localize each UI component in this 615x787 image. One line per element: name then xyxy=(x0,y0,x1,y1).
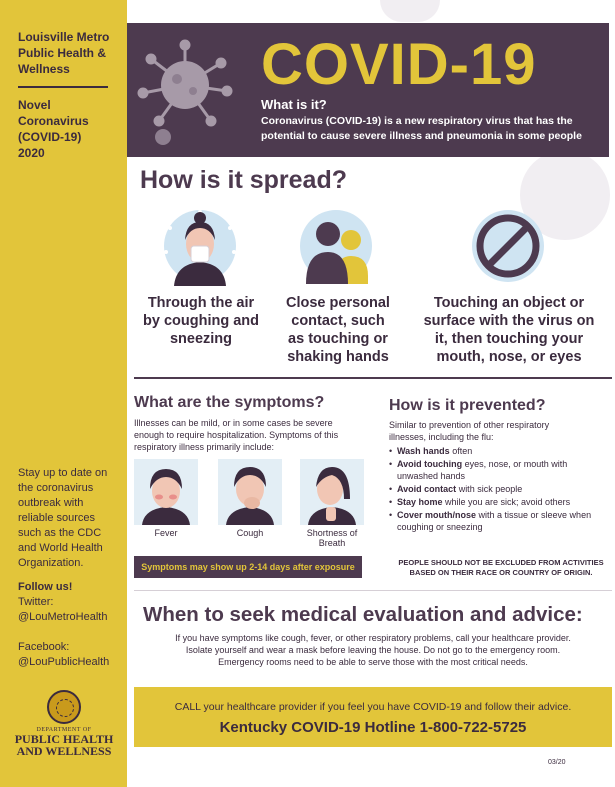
list-item: • Cover mouth/nose with a tissue or sleeve when coughing or sneezing xyxy=(389,509,603,533)
symptoms-heading: What are the symptoms? xyxy=(134,394,325,411)
section-divider xyxy=(134,590,612,591)
spread-heading: How is it spread? xyxy=(140,166,347,194)
hotline-number[interactable]: Kentucky COVID-19 Hotline 1-800-722-5725 xyxy=(219,719,527,736)
city-seal-icon xyxy=(47,690,81,724)
fever-face-icon xyxy=(134,459,198,525)
section-divider xyxy=(134,377,612,379)
background-virus-icon xyxy=(380,0,440,22)
list-item: • Avoid contact with sick people xyxy=(389,483,603,495)
non-discrimination-notice: PEOPLE SHOULD NOT BE EXCLUDED FROM ACTIVITIES BASED ON THEIR RACE OR COUNTRY OF ORIGIN. xyxy=(398,558,604,577)
hotline-box xyxy=(134,687,612,747)
page-title: COVID-19 xyxy=(261,32,537,97)
prohibited-icon xyxy=(468,206,548,286)
spread-caption-surface: Touching an object or surface with the virus on it, then touching your mouth, nose, or eyes xyxy=(423,295,595,365)
follow-label: Follow us! xyxy=(18,581,73,593)
sidebar-info-text: Stay up to date on the coronavirus outbreak with reliable sources such as the CDC and World Health Organization. xyxy=(18,467,108,569)
sneezing-person-icon xyxy=(160,206,240,286)
department-logo: DEPARTMENT OF PUBLIC HEALTH AND WELLNESS xyxy=(8,690,120,757)
facebook-handle[interactable]: @LouPublicHealth xyxy=(18,656,110,668)
sidebar-divider xyxy=(18,86,108,88)
twitter-handle[interactable]: @LouMetroHealth xyxy=(18,611,108,623)
what-is-it-heading: What is it? xyxy=(261,97,327,112)
social-links xyxy=(18,580,126,670)
list-item: • Stay home while you are sick; avoid others xyxy=(389,496,603,508)
symptom-label-cough: Cough xyxy=(236,528,264,538)
prevention-list xyxy=(389,445,603,534)
organization-name: Louisville Metro Public Health & Wellness xyxy=(18,30,110,76)
spread-caption-air: Through the air by coughing and sneezing xyxy=(143,295,259,347)
sidebar-title: Novel Coronavirus (COVID-19) 2020 xyxy=(18,98,89,160)
facebook-label: Facebook: xyxy=(18,641,70,653)
seek-care-heading: When to seek medical evaluation and advice: xyxy=(143,603,583,626)
sidebar xyxy=(0,0,127,787)
what-is-it-text: Coronavirus (COVID-19) is a new respiratory virus that has the potential to cause severe illness and pneumonia in some people xyxy=(261,115,582,142)
two-people-icon xyxy=(296,206,376,286)
symptoms-onset-banner: Symptoms may show up 2-14 days after exposure xyxy=(134,556,362,578)
call-provider-text: CALL your healthcare provider if you feel you have COVID-19 and follow their advice. xyxy=(174,701,572,713)
twitter-label: Twitter: xyxy=(18,596,54,608)
symptoms-intro: Illnesses can be mild, or in some cases be severe enough to require hospitalization. Symptoms of this respiratory illness primarily include: xyxy=(134,418,339,452)
prevention-heading: How is it prevented? xyxy=(389,397,546,414)
virus-icon xyxy=(137,37,237,147)
symptom-label-fever: Fever xyxy=(154,528,178,538)
cough-face-icon xyxy=(218,459,282,525)
prevention-intro: Similar to prevention of other respiratory illnesses, including the flu: xyxy=(389,420,550,442)
list-item: • Wash hands often xyxy=(389,445,603,457)
symptom-label-shortness-of-breath: Shortness of Breath xyxy=(306,528,358,548)
shortness-of-breath-face-icon xyxy=(300,459,364,525)
header-banner xyxy=(127,23,609,157)
seek-care-text: If you have symptoms like cough, fever, or other respiratory problems, call your healthcare provider. Isolate yourself and wear a mask before leaving the house. Do not go to the emergency room. Emergency rooms need to be able to serve those with the most critical needs. xyxy=(175,633,571,667)
revision-date: 03/20 xyxy=(548,759,566,766)
spread-caption-contact: Close personal contact, such as touching or shaking hands xyxy=(286,295,390,365)
list-item: • Avoid touching eyes, nose, or mouth with unwashed hands xyxy=(389,458,603,482)
